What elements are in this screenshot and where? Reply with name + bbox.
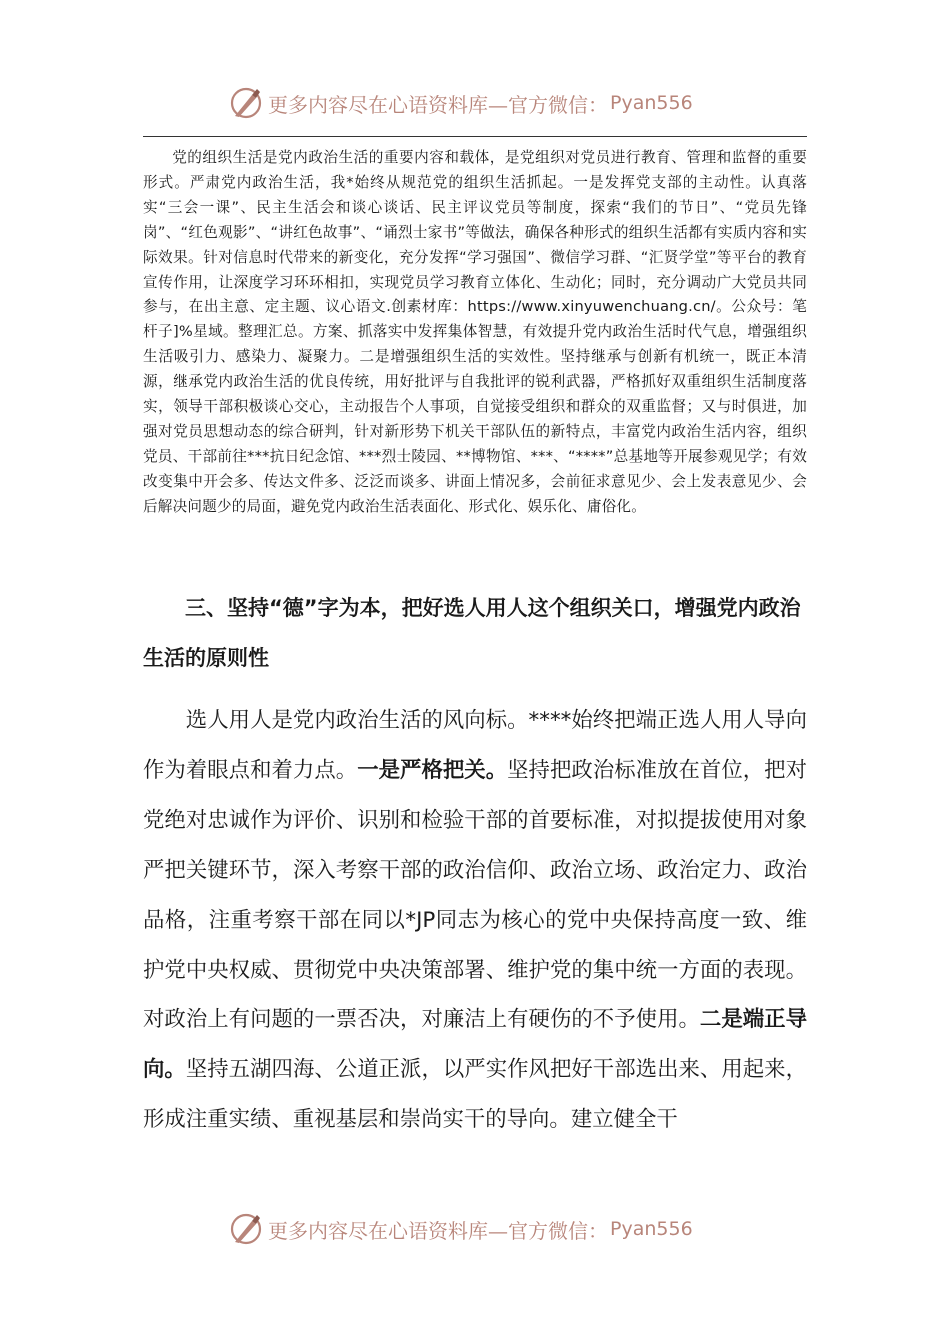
section-heading: 三、坚持“德”字为本，把好选人用人这个组织关口，增强党内政治生活的原则性: [143, 596, 801, 670]
paragraph-text: 坚持把政治标准放在首位，把对党绝对忠诚作为评价、识别和检验干部的首要标准，对拟提拔使用对象严把关键环节，深入考察干部的政治信仰、政治立场、政治定力、政治品格，注重考察干部在同以*JP同志为核心的党中央保持高度一致、维护党中央权威、贯彻党中央决策部署、维护党的集中统一方面的表现。对政治上有问题的一票否决，对廉洁上有硬伤的不予使用。: [143, 757, 807, 1033]
bold-point-1: 一是严格把关。: [357, 757, 508, 783]
body-paragraph-small: 党的组织生活是党内政治生活的重要内容和载体，是党组织对党员进行教育、管理和监督的重要形式。严肃党内政治生活，我*始终从规范党的组织生活抓起。一是发挥党支部的主动性。认真落实“三会一课”、民主生活会和谈心谈话、民主评议党员等制度，探索“我们的节日”、“党员先锋岗”、“红色观影”、“讲红色故事”、“诵烈士家书”等做法，确保各种形式的组织生活都有实质内容和实际效果。针对信息时代带来的新变化，充分发挥“学习强国”、微信学习群、“汇贤学堂”等平台的教育宣传作用，让深度学习环环相扣，实现党员学习教育立体化、生动化；同时，充分调动广大党员共同参与，在出主意、定主题、议心语文.创素材库：https://www.xinyuwenchuang.cn/。公众号：笔杆子]%星域。整理汇总。方案、抓落实中发挥集体智慧，有效提升党内政治生活时代气息，增强组织生活吸引力、感染力、凝聚力。二是增强组织生活的实效性。坚持继承与创新有机统一，既正本清源，继承党内政治生活的优良传统，用好批评与自我批评的锐利武器，严格抓好双重组织生活制度落实，领导干部积极谈心交心，主动报告个人事项，自觉接受组织和群众的双重监督；又与时俱进，加强对党员思想动态的综合研判，针对新形势下机关干部队伍的新特点，丰富党内政治生活内容，组织党员、干部前往***抗日纪念馆、***烈士陵园、**博物馆、***、“****”总基地等开展参观见学；有效改变集中开会多、传达文件多、泛泛而谈多、讲面上情况多，会前征求意见少、会上发表意见少、会后解决问题少的局面，避免党内政治生活表面化、形式化、娱乐化、庸俗化。: [143, 149, 807, 515]
body-paragraph-large: [143, 696, 807, 1145]
watermark-account: Pyan556: [610, 1218, 693, 1240]
watermark-text: 更多内容尽在心语资料库—官方微信：: [268, 92, 608, 117]
paragraph-text: 坚持五湖四海、公道正派，以严实作风把好干部选出来、用起来，形成注重实绩、重视基层和崇尚实干的导向。建立健全干: [143, 1057, 807, 1133]
pen-logo-icon: [228, 85, 264, 121]
bold-point-2: 二是端正导向。: [143, 1007, 807, 1083]
pen-logo-icon: [228, 1211, 264, 1247]
watermark-text: 更多内容尽在心语资料库—官方微信：: [268, 1218, 608, 1243]
paragraph-text: 选人用人是党内政治生活的风向标。****始终把端正选人用人导向作为着眼点和着力点。: [143, 708, 807, 783]
watermark-account: Pyan556: [610, 92, 693, 114]
watermark-header: [228, 86, 693, 120]
watermark-footer: [228, 1212, 693, 1246]
header-rule: [143, 136, 807, 137]
